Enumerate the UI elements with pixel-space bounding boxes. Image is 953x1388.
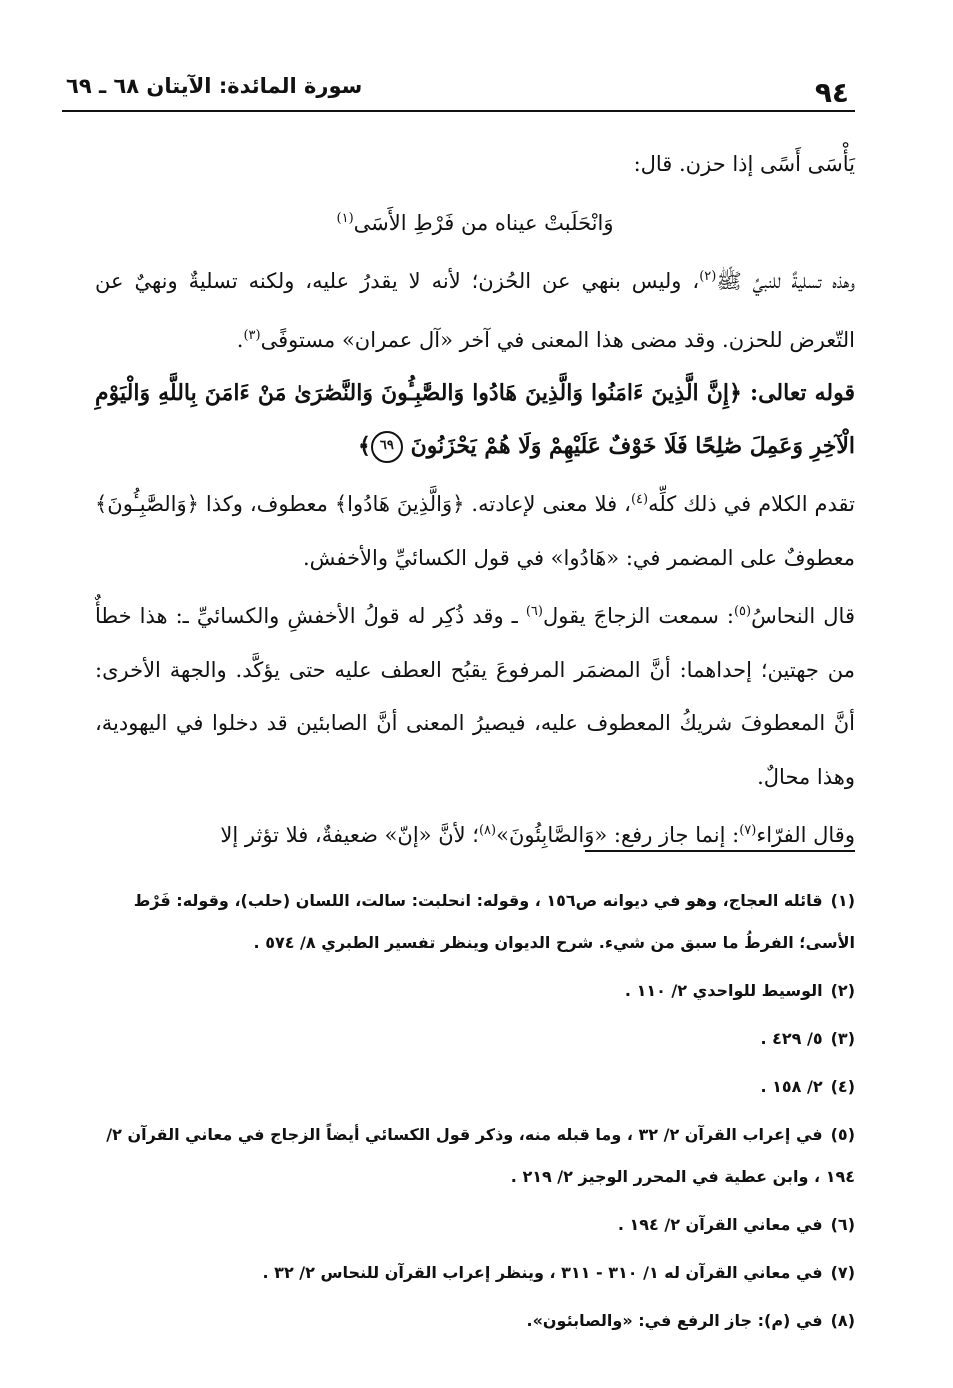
paragraph: تقدم الكلام في ذلك كلِّه$^{(٤)}$، فلا معنى لإعادته. ﴿وَالَّذِينَ هَادُوا﴾ معطوف، وكذا ﴿وَالصَّٰبِـُٔونَ﴾ معطوفٌ على المضمر في: «هَادُوا» في قول الكسائيِّ والأخفش. <box>95 492 855 570</box>
running-title: سورة المائدة: الآيتان ٦٨ ـ ٦٩ <box>66 74 363 98</box>
page-header <box>62 66 855 112</box>
footnote-ref[interactable]: (٨) <box>478 823 497 838</box>
footnote-number: (٣) <box>830 1029 855 1048</box>
paragraph: قال النحاسُ$^{(٥)}$: سمعت الزجاجَ يقول$^{(٦)}$ ـ وقد ذُكِر له قولُ الأخفشِ والكسائيِّ ـ: هذا خطأٌ من جهتين؛ إحداهما: أنَّ المضمَر المرفوعَ يقبُح العطف عليه حتى يؤكَّد. والجهة الأخرى: أنَّ المعطوفَ شريكُ المعطوف عليه، فيصيرُ المعنى أنَّ الصابئين قد دخلوا في اليهودية، وهذا محالٌ. <box>95 604 855 789</box>
footnote-number: (٦) <box>830 1215 855 1234</box>
paragraph: وقال الفرّاء$^{(٧)}$: إنما جاز رفع: «وَالصَّابِئُونَ»$^{(٨)}$؛ لأنَّ «إنّ» ضعيفةٌ، فلا تؤثر إلا <box>220 823 855 847</box>
footnote-ref[interactable]: (٣) <box>243 327 261 343</box>
footnote: (٦)في معاني القرآن ٢/ ١٩٤ . <box>617 1215 855 1234</box>
footnote-ref[interactable]: (٦) <box>525 604 543 619</box>
text-line: يَأْسَى أَسًى إذا حزن. قال: <box>633 152 855 176</box>
paragraph: وهذه تسليةٌ للنبيِّ ﷺ$^{(٢)}$، وليس بنهي عن الحُزن؛ لأنه لا يقدرُ عليه، ولكنه تسليةٌ ونهيٌ عن التّعرض للحزن. وقد مضى هذا المعنى في آخر «آل عمران» مستوفًى$^{(٣)}$. <box>95 269 855 352</box>
footnotes <box>78 880 855 1348</box>
footnote: (٧)في معاني القرآن له ١/ ٣١٠ - ٣١١ ، وينظر إعراب القرآن للنحاس ٢/ ٣٢ . <box>262 1263 855 1282</box>
footnote: (٣)٥/ ٤٢٩ . <box>760 1029 855 1048</box>
footnote-ref[interactable]: (١) <box>336 210 354 226</box>
footnote: (٤)٢/ ١٥٨ . <box>760 1077 855 1096</box>
main-text <box>95 138 855 863</box>
footnote-divider <box>585 850 855 852</box>
footnote: (٥)في إعراب القرآن ٢/ ٣٢ ، وما قبله منه، وذكر قول الكسائي أيضاً الزجاج في معاني القرآن ٢/ ١٩٤ ، وابن عطية في المحرر الوجيز ٢/ ٢١٩ . <box>106 1125 855 1186</box>
footnote-number: (٥) <box>830 1125 855 1144</box>
footnote-ref[interactable]: (٥) <box>733 604 752 619</box>
footnote-number: (٧) <box>830 1263 855 1282</box>
footnote-number: (١) <box>830 891 855 910</box>
footnote: (١)قائله العجاج، وهو في ديوانه ص١٥٦ ، وقوله: انحلبت: سالت، اللسان (حلب)، وقوله: فَرْط الأسى؛ الفرطُ ما سبق من شيء. شرح الديوان وينظر تفسير الطبري ٨/ ٥٧٤ . <box>133 891 855 952</box>
quran-lead: قوله تعالى: <box>749 380 855 406</box>
footnote-number: (٨) <box>830 1311 855 1330</box>
footnote: (٢)الوسيط للواحدي ٢/ ١١٠ . <box>624 981 855 1000</box>
footnote-ref[interactable]: (٧) <box>739 823 757 838</box>
footnote-ref[interactable]: (٢) <box>699 269 717 284</box>
footnote-number: (٤) <box>830 1077 855 1096</box>
footnote-number: (٢) <box>830 981 855 1000</box>
ayah-number-badge: ٦٩ <box>371 431 403 463</box>
footnote-ref[interactable]: (٤) <box>630 492 649 507</box>
poetry-verse: وَانْحَلَبتْ عيناه من فَرْطِ الأَسَى$^{(١)}$ <box>336 210 614 235</box>
page-number: ٩٤ <box>814 76 849 109</box>
quran-verse: قوله تعالى: ﴿إِنَّ الَّذِينَ ءَامَنُوا وَالَّذِينَ هَادُوا وَالصَّٰبِـُٔونَ وَالنَّصَٰرَىٰ مَنْ ءَامَنَ بِاللَّهِ وَالْيَوْمِ الْآخِرِ وَعَمِلَ صَٰلِحًا فَلَا خَوْفٌ عَلَيْهِمْ وَلَا هُمْ يَحْزَنُونَ ٦٩﴾ <box>95 367 855 473</box>
footnote: (٨)في (م): جاز الرفع في: «والصابئون». <box>526 1311 855 1330</box>
